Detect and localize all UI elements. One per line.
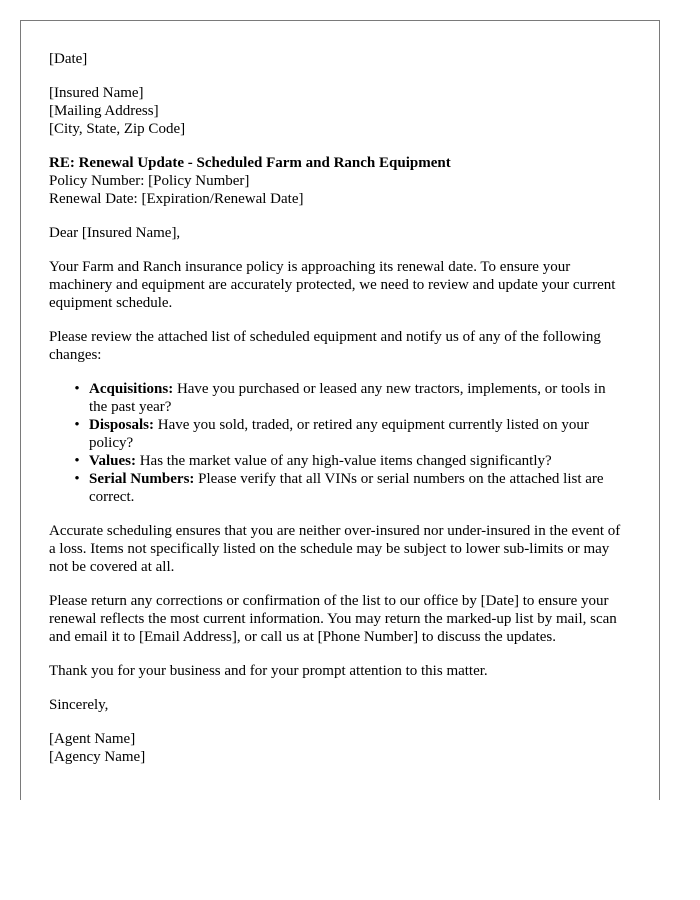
change-text: Have you purchased or leased any new tractors, implements, or tools in the past year? (89, 381, 606, 415)
agent-name: [Agent Name] (49, 731, 136, 747)
reference-block (49, 154, 627, 208)
change-term: Disposals: (89, 417, 155, 433)
list-item (74, 452, 627, 470)
bullet-icon: • (74, 453, 80, 469)
letter-date: [Date] (49, 51, 88, 67)
recipient-address: [Mailing Address] (49, 103, 159, 119)
signature-block (49, 730, 627, 766)
recipient-name: [Insured Name] (49, 85, 144, 101)
letter-subject: RE: Renewal Update - Scheduled Farm and Ranch Equipment (49, 155, 451, 171)
recipient-block (49, 84, 627, 138)
recipient-city-state-zip: [City, State, Zip Code] (49, 121, 186, 137)
closing: Sincerely, (49, 697, 109, 713)
list-item (74, 470, 627, 506)
letter-page (20, 20, 660, 800)
list-item (74, 380, 627, 416)
change-term: Values: (89, 453, 136, 469)
renewal-date: Renewal Date: [Expiration/Renewal Date] (49, 191, 304, 207)
paragraph-thanks: Thank you for your business and for your prompt attention to this matter. (49, 663, 488, 679)
list-item (74, 416, 627, 452)
change-text: Has the market value of any high-value items changed significantly? (135, 453, 552, 469)
bullet-icon: • (74, 381, 80, 397)
paragraph-return-instructions: Please return any corrections or confirmation of the list to our office by [Date] to ensure your renewal reflects the most current information. You may return the marked-up list by mail, scan and email it to [Email Address], or call us at [Phone Number] to discuss the updates. (49, 593, 617, 645)
changes-list (49, 380, 627, 506)
policy-number: Policy Number: [Policy Number] (49, 173, 250, 189)
letter-body (49, 50, 627, 782)
change-term: Serial Numbers: (89, 471, 195, 487)
change-text: Have you sold, traded, or retired any equipment currently listed on your policy? (89, 417, 589, 451)
bullet-icon: • (74, 471, 80, 487)
agency-name: [Agency Name] (49, 749, 146, 765)
bullet-icon: • (74, 417, 80, 433)
change-term: Acquisitions: (89, 381, 174, 397)
paragraph-scheduling: Accurate scheduling ensures that you are neither over-insured nor under-insured in the event of a loss. Items not specifically listed on the schedule may be subject to lower sub-limits or may not be covered at all. (49, 523, 621, 575)
paragraph-review-request: Please review the attached list of scheduled equipment and notify us of any of the following changes: (49, 329, 601, 363)
paragraph-intro: Your Farm and Ranch insurance policy is approaching its renewal date. To ensure your machinery and equipment are accurately protected, we need to review and update your current equipment schedule. (49, 259, 616, 311)
change-text: Please verify that all VINs or serial numbers on the attached list are correct. (89, 471, 604, 505)
salutation: Dear [Insured Name], (49, 225, 181, 241)
